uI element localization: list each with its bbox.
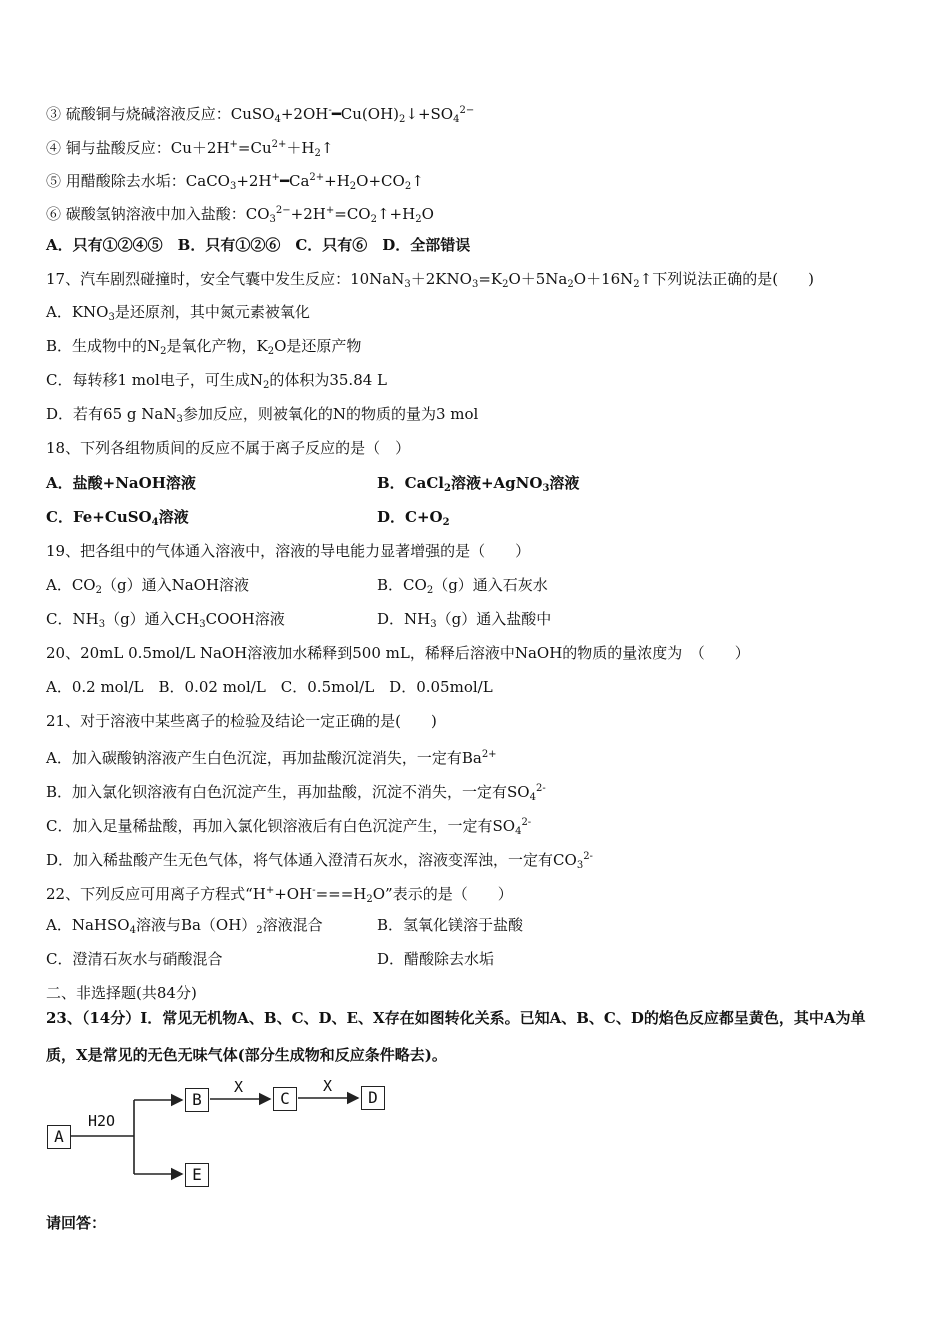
q17-stem: 17、汽车剧烈碰撞时，安全气囊中发生反应：$10NaN_3+2KNO_3=K_2O+5Na_2O+16N_2↑$下列说法正确的是( ) bbox=[46, 270, 814, 290]
q16-item-5: ⑤ 用醋酸除去水垢：$CaCO_3+2H^+━Ca^{2+}+H_2O+CO_2↑$ bbox=[46, 172, 424, 192]
q21-option-d: D．加入稀盐酸产生无色气体，将气体通入澄清石灰水，溶液变浑浊，一定有$CO_3^{2-}$ bbox=[46, 851, 593, 871]
q23-line1: 23、（14分）I．常见无机物A、B、C、D、E、X存在如图转化关系。已知A、B、C、D的焰色反应都呈黄色，其中A为单 bbox=[46, 1009, 866, 1027]
q23-line2: 质，X是常见的无色无味气体(部分生成物和反应条件略去)。 bbox=[46, 1046, 447, 1064]
q21-option-b: B．加入氯化钡溶液有白色沉淀产生，再加盐酸，沉淀不消失，一定有$SO_4^{2-}$ bbox=[46, 783, 546, 803]
q17-option-c: C．每转移1 mol电子，可生成$N_2$的体积为35.84 L bbox=[46, 371, 388, 391]
q16-item-3: ③ 硫酸铜与烧碱溶液反应：$CuSO_4+2OH^-━Cu(OH)_2↓+SO_4^{2-}$ bbox=[46, 105, 475, 125]
node-b: B bbox=[185, 1088, 209, 1112]
q16-item-4: ④ 铜与盐酸反应：$Cu+2H^+=Cu^{2+}+H_2↑$ bbox=[46, 139, 334, 159]
node-c: C bbox=[273, 1087, 297, 1111]
conversion-diagram bbox=[44, 1078, 389, 1188]
node-d: D bbox=[361, 1086, 385, 1110]
q19-option-a: A．$CO_2(g)$通入NaOH溶液 bbox=[46, 576, 250, 596]
q19-option-c: C．$NH_3(g)$通入$CH_3COOH$溶液 bbox=[46, 610, 285, 630]
q19-stem: 19、把各组中的气体通入溶液中，溶液的导电能力显著增强的是（ ） bbox=[46, 542, 531, 560]
section-title: 二、非选择题(共84分) bbox=[46, 984, 197, 1002]
q19-option-d: D．$NH_3(g)$通入盐酸中 bbox=[377, 610, 552, 630]
label-x-1: X bbox=[234, 1078, 244, 1096]
q21-option-a: A．加入碳酸钠溶液产生白色沉淀，再加盐酸沉淀消失，一定有$Ba^{2+}$ bbox=[46, 749, 497, 767]
q17-option-a: A．$KNO_3$是还原剂，其中氮元素被氧化 bbox=[46, 303, 310, 323]
q16-item-6: ⑥ 碳酸氢钠溶液中加入盐酸：$CO_3^{2-}+2H^+=CO_2↑+H_2O$ bbox=[46, 205, 434, 225]
node-a: A bbox=[47, 1125, 71, 1149]
q16-options: A．只有①②④⑤ B．只有①②⑥ C．只有⑥ D．全部错误 bbox=[46, 236, 471, 254]
q22-option-a: A．NaHSO$_4$溶液与$Ba(OH)_2$溶液混合 bbox=[46, 916, 323, 936]
q17-option-b: B．生成物中的$N_2$是氧化产物，$K_2O$是还原产物 bbox=[46, 337, 362, 357]
q18-option-d: D．$C+O_2$ bbox=[377, 508, 450, 528]
q21-stem: 21、对于溶液中某些离子的检验及结论一定正确的是( ) bbox=[46, 712, 437, 730]
q22-stem: 22、下列反应可用离子方程式“$H^++OH^-===H_2O$”表示的是（ ） bbox=[46, 885, 513, 905]
q19-option-b: B．$CO_2(g)$通入石灰水 bbox=[377, 576, 548, 596]
node-e: E bbox=[185, 1163, 209, 1187]
q21-option-c: C．加入足量稀盐酸，再加入氯化钡溶液后有白色沉淀产生，一定有$SO_4^{2-}$ bbox=[46, 817, 532, 837]
answer-prompt: 请回答： bbox=[46, 1214, 107, 1232]
q22-option-c: C．澄清石灰水与硝酸混合 bbox=[46, 950, 223, 968]
q18-option-b: B．CaCl$_2$溶液+AgNO$_3$溶液 bbox=[377, 474, 580, 494]
q22-option-b: B．氢氧化镁溶于盐酸 bbox=[377, 916, 524, 934]
q20-options: A．0.2 mol/L B．0.02 mol/L C．0.5mol/L D．0.05mol/L bbox=[46, 678, 493, 696]
diagram-lines bbox=[44, 1078, 389, 1188]
q17-option-d: D．若有65 g NaN$_3$参加反应，则被氧化的N的物质的量为3 mol bbox=[46, 405, 479, 425]
q18-option-c: C．Fe+CuSO$_4$溶液 bbox=[46, 508, 189, 528]
q20-stem: 20、20mL 0.5mol/L NaOH溶液加水稀释到500 mL，稀释后溶液中NaOH的物质的量浓度为 （ ） bbox=[46, 644, 750, 662]
label-x-2: X bbox=[323, 1077, 333, 1095]
q22-option-d: D．醋酸除去水垢 bbox=[377, 950, 495, 968]
q18-option-a: A．盐酸+NaOH溶液 bbox=[46, 474, 196, 492]
q18-stem: 18、下列各组物质间的反应不属于离子反应的是（ ） bbox=[46, 439, 411, 457]
label-h2o: H2O bbox=[88, 1112, 116, 1130]
